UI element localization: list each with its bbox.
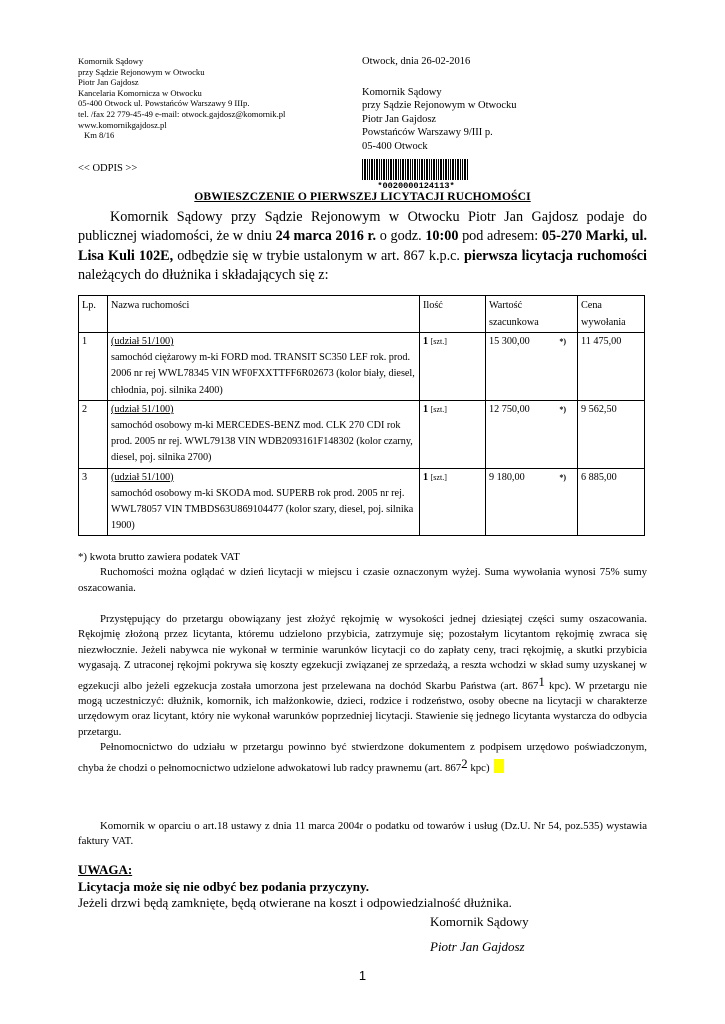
cell-price: 6 885,00	[578, 468, 645, 536]
case-number: Km 8/16	[84, 130, 115, 141]
cell-qty	[420, 468, 486, 536]
table-header-row	[79, 296, 645, 333]
item-qty: 1	[423, 403, 429, 415]
office-website: www.komornikgajdosz.pl	[78, 119, 167, 130]
intro-text: odbędzie się w trybie ustalonym w art. 867 k.p.c.	[173, 247, 464, 264]
deposit-block	[78, 612, 647, 776]
table-row	[79, 468, 645, 536]
deposit-text: Przystępujący do przetargu obowiązany jest złożyć rękojmię w wysokości jednej dziesiątej części sumy oszacowania. Rękojmię złożoną przez licytanta, któremu udzielono przybicia, zatrzymuje się; pozostałym licytantom rękojmię zwraca się niezwłocznie. Jeżeli nabywca nie wykonał w terminie warunków licytacji co do zapłaty ceny, traci rękojmię, a skutki przybicia wygasają. Z utraconej rękojmi pokrywa się koszty egzekucji związanej ze sprzedażą, a reszta wchodzi w skład sumy uzyskanej w egzekucji albo jeżeli egzekucja została umorzona jest przelewana na dochód Skarbu Państwa (art. 867	[78, 613, 647, 692]
office-line: Kancelaria Komornicza w Otwocku	[78, 87, 202, 98]
item-desc: samochód ciężarowy m-ki FORD mod. TRANSIT SC350 LEF rok. prod. 2006 nr rej WWL78345 VIN WF0FXXTTFF6R02673 (kolor biały, diesel, chłodnia, poj. silnika 2400)	[111, 352, 415, 396]
item-share: (udział 51/100)	[111, 403, 174, 415]
items-table	[78, 295, 645, 536]
col-header-price-l1: Cena	[581, 300, 602, 311]
intro-paragraph	[78, 208, 647, 286]
notice-heading: UWAGA:	[78, 862, 133, 877]
intro-text: o godz.	[376, 228, 426, 245]
notes-block	[78, 550, 647, 596]
table-row	[79, 400, 645, 468]
office-line: Piotr Jan Gajdosz	[78, 77, 139, 88]
cell-lp: 3	[79, 468, 108, 536]
barcode-text: *0020000124113*	[377, 181, 455, 189]
barcode-icon	[362, 159, 470, 189]
table-row	[79, 333, 645, 401]
vat-mark: *)	[559, 472, 566, 482]
item-share: (udział 51/100)	[111, 471, 174, 483]
intro-text: Komornik Sądowy przy Sądzie Rejonowym w Otwocku Piotr Jan Gajdosz podaje do publicznej wiadomości, że w dniu	[78, 209, 647, 245]
cell-qty	[420, 400, 486, 468]
vat-block	[78, 819, 647, 850]
proxy-text: kpc)	[467, 761, 490, 774]
cell-price: 11 475,00	[578, 333, 645, 401]
col-header-price-l2: wywołania	[581, 317, 626, 328]
signature-title: Komornik Sądowy	[430, 914, 529, 929]
addressee-line: 05-400 Otwock	[362, 140, 428, 152]
proxy-text: Pełnomocnictwo do udziału w przetargu powinno być stwierdzone dokumentem z podpisem urzędowo poświadczonym, chyba że chodzi o pełnomocnictwo udzielone adwokatowi lub radcy prawnemu (art. 867	[78, 741, 647, 774]
viewing-paragraph: Ruchomości można oglądać w dzień licytacji w miejscu i czasie oznaczonym wyżej. Suma wywołania wynosi 75% sumy oszacowania.	[78, 566, 647, 594]
vat-footnote: *) kwota brutto zawiera podatek VAT	[78, 551, 240, 563]
proxy-paragraph	[78, 740, 647, 776]
col-header-value	[486, 296, 578, 333]
barcode	[362, 159, 470, 189]
office-line: przy Sądzie Rejonowym w Otwocku	[78, 66, 205, 77]
auction-date: 24 marca 2016 r.	[275, 228, 377, 245]
col-header-qty: Ilość	[420, 296, 486, 333]
article-superscript: 1	[538, 673, 545, 689]
office-line: 05-400 Otwock ul. Powstańców Warszawy 9 IIIp.	[78, 98, 250, 109]
addressee-line: Piotr Jan Gajdosz	[362, 113, 437, 125]
item-unit: [szt.]	[430, 404, 447, 414]
intro-text: pod adresem:	[458, 228, 542, 245]
addressee-line: Komornik Sądowy	[362, 86, 442, 98]
cell-name	[108, 468, 420, 536]
cell-value	[486, 333, 578, 401]
col-header-value-l1: Wartość	[489, 300, 523, 311]
deposit-paragraph	[78, 612, 647, 740]
notice-block	[78, 862, 512, 912]
item-share: (udział 51/100)	[111, 336, 174, 347]
item-unit: [szt.]	[430, 337, 447, 346]
cell-name	[108, 400, 420, 468]
article-superscript: 2	[461, 755, 468, 771]
addressee-line: Powstańców Warszawy 9/III p.	[362, 127, 493, 138]
cell-name	[108, 333, 420, 401]
item-value: 9 180,00	[489, 471, 525, 483]
document-date: Otwock, dnia 26-02-2016	[362, 56, 471, 67]
signature-name: Piotr Jan Gajdosz	[430, 939, 525, 954]
document-title: OBWIESZCZENIE O PIERWSZEJ LICYTACJI RUCHOMOŚCI	[194, 190, 531, 203]
notice-line: Jeżeli drzwi będą zamknięte, będą otwierane na koszt i odpowiedzialność dłużnika.	[78, 895, 512, 910]
intro-text: należących do dłużnika i składających się z:	[78, 267, 329, 284]
item-qty: 1	[423, 336, 429, 347]
col-header-value-l2: szacunkowa	[489, 317, 539, 328]
cell-qty	[420, 333, 486, 401]
item-desc: samochód osobowy m-ki SKODA mod. SUPERB rok prod. 2005 nr rej. WWL78057 VIN TMBDS63U869104477 (kolor szary, diesel, poj. silnika 1900)	[111, 487, 414, 532]
office-line: Komornik Sądowy	[78, 56, 144, 66]
cell-value	[486, 468, 578, 536]
notice-line: Licytacja może się nie odbyć bez podania przyczyny.	[78, 878, 370, 894]
addressee-line: przy Sądzie Rejonowym w Otwocku	[362, 100, 517, 111]
addressee-block	[362, 55, 517, 153]
office-contact: tel. /fax 22 779-45-49 e-mail: otwock.gajdosz@komornik.pl	[78, 108, 286, 119]
cell-lp: 2	[79, 400, 108, 468]
item-desc: samochód osobowy m-ki MERCEDES-BENZ mod. CLK 270 CDI rok prod. 2005 nr rej. WWL79138 VIN WDB2093161F148302 (kolor czarny, diesel, poj. silnika 2700)	[111, 420, 413, 464]
auction-address: 05-270 Marki, ul. Lisa Kuli 102E,	[78, 228, 647, 264]
cell-value	[486, 400, 578, 468]
cell-price: 9 562,50	[578, 400, 645, 468]
cell-lp: 1	[79, 333, 108, 401]
col-header-name: Nazwa ruchomości	[108, 296, 420, 333]
col-header-lp: Lp.	[79, 296, 108, 333]
vat-paragraph: Komornik w oparciu o art.18 ustawy z dnia 11 marca 2004r o podatku od towarów i usług (Dz.U. Nr 54, poz.535) wystawia faktury VAT.	[78, 820, 647, 848]
vat-mark: *)	[559, 404, 566, 414]
highlight-mark	[494, 759, 504, 773]
item-value: 12 750,00	[489, 403, 530, 415]
office-header	[78, 56, 285, 141]
item-value: 15 300,00	[489, 336, 530, 347]
page-number: 1	[358, 968, 367, 983]
col-header-price	[578, 296, 645, 333]
deposit-text: kpc). W przetargu nie mogą uczestniczyć: dłużnik, komornik, ich małżonkowie, dzieci, rodzice i rodzeństwo, osoby obecne na licytacji w charakterze urzędowym oraz licytant, który nie wykonał warunków poprzedniej licytacji. Stawienie się jednego licytanta wystarcza do odbycia przetargu.	[78, 679, 647, 738]
auction-time: 10:00	[425, 228, 459, 245]
vat-mark: *)	[559, 337, 566, 346]
auction-type: pierwsza licytacja ruchomości	[464, 247, 647, 264]
item-qty: 1	[423, 471, 429, 483]
copy-mark: << ODPIS >>	[78, 163, 138, 174]
item-unit: [szt.]	[430, 472, 447, 482]
